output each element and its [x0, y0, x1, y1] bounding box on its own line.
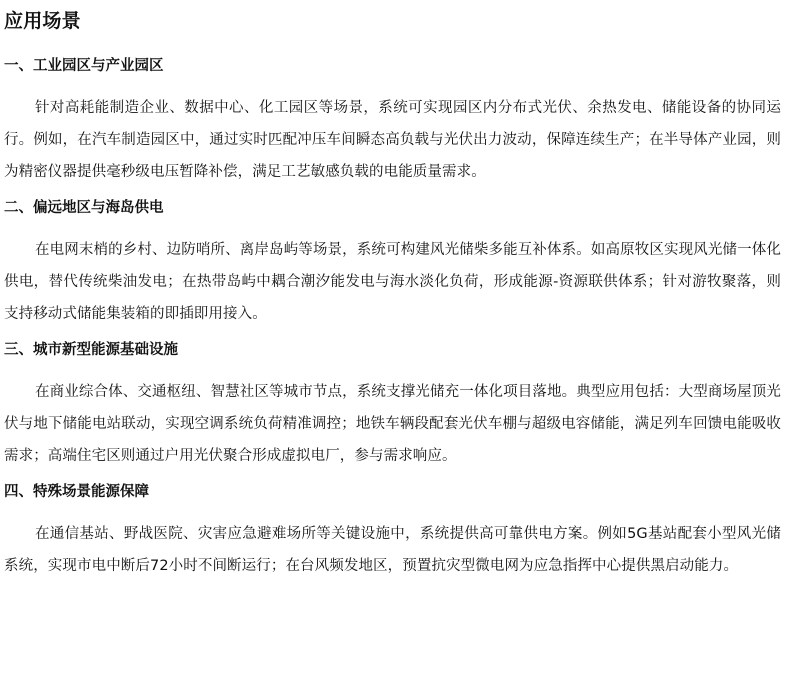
- section-heading: 一、工业园区与产业园区: [4, 58, 164, 74]
- page-title: 应用场景: [4, 10, 81, 32]
- section-paragraph: 在商业综合体、交通枢纽、智慧社区等城市节点，系统支撑光储充一体化项目落地。典型应用包括：大型商场屋顶光伏与地下储能电站联动，实现空调系统负荷精准调控；地铁车辆段配套光伏车棚与超级电容储能，满足列车回馈电能吸收需求；高端住宅区则通过户用光伏聚合形成虚拟电厂，参与需求响应。: [4, 384, 781, 464]
- section-heading: 二、偏远地区与海岛供电: [4, 200, 164, 216]
- section-paragraph: 针对高耗能制造企业、数据中心、化工园区等场景，系统可实现园区内分布式光伏、余热发电、储能设备的协同运行。例如，在汽车制造园区中，通过实时匹配冲压车间瞬态高负载与光伏出力波动，保障连续生产；在半导体产业园，则为精密仪器提供毫秒级电压暂降补偿，满足工艺敏感负载的电能质量需求。: [4, 100, 781, 180]
- section-remote-islands: [4, 198, 781, 330]
- section-heading: 三、城市新型能源基础设施: [4, 342, 178, 358]
- section-industrial-parks: [4, 56, 781, 188]
- section-heading: 四、特殊场景能源保障: [4, 484, 149, 500]
- section-paragraph: 在电网末梢的乡村、边防哨所、离岸岛屿等场景，系统可构建风光储柴多能互补体系。如高原牧区实现风光储一体化供电，替代传统柴油发电；在热带岛屿中耦合潮汐能发电与海水淡化负荷，形成能源-资源联供体系；针对游牧聚落，则支持移动式储能集装箱的即插即用接入。: [4, 242, 781, 322]
- section-urban-infrastructure: [4, 340, 781, 472]
- section-special-scenarios: [4, 482, 781, 582]
- section-paragraph: 在通信基站、野战医院、灾害应急避难场所等关键设施中，系统提供高可靠供电方案。例如5G基站配套小型风光储系统，实现市电中断后72小时不间断运行；在台风频发地区，预置抗灾型微电网为应急指挥中心提供黑启动能力。: [4, 526, 781, 574]
